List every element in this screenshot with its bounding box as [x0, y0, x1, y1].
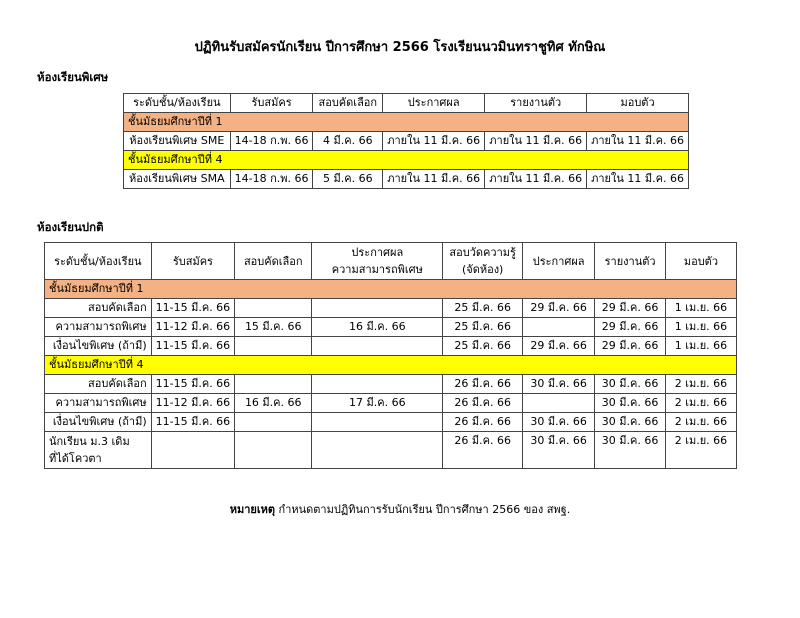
table-header-row	[45, 243, 737, 280]
row-label: ความสามารถพิเศษ	[45, 394, 152, 413]
table-cell	[522, 318, 594, 337]
table-cell: ภายใน 11 มี.ค. 66	[485, 170, 587, 189]
table-row	[45, 394, 737, 413]
header-cell: มอบตัว	[665, 243, 736, 280]
header-subline: (จัดห้อง)	[461, 263, 504, 276]
footnote-text: กำหนดตามปฏิทินการรับนักเรียน ปีการศึกษา 2566 ของ สพฐ.	[278, 503, 571, 516]
regular-class-table	[44, 242, 737, 469]
table-cell: 26 มี.ค. 66	[443, 432, 523, 469]
header-cell: รายงานตัว	[595, 243, 666, 280]
row-label: เงื่อนไขพิเศษ (ถ้ามี)	[45, 337, 152, 356]
table-row	[45, 299, 737, 318]
header-cell: สอบคัดเลือก	[235, 243, 312, 280]
grade-band-label: ชั้นมัธยมศึกษาปีที่ 4	[45, 356, 737, 375]
table-cell: 2 เม.ย. 66	[665, 394, 736, 413]
table-cell	[312, 337, 443, 356]
table-cell: 14-18 ก.พ. 66	[230, 132, 313, 151]
header-cell: ระดับชั้น/ห้องเรียน	[124, 94, 231, 113]
header-cell	[443, 243, 523, 280]
table-cell: 1 เม.ย. 66	[665, 299, 736, 318]
table-cell	[235, 337, 312, 356]
table-cell: 11-15 มี.ค. 66	[151, 375, 235, 394]
table-cell: 30 มี.ค. 66	[522, 413, 594, 432]
table-header-row	[124, 94, 689, 113]
table-row	[124, 170, 689, 189]
table-cell	[312, 375, 443, 394]
table-cell: 5 มี.ค. 66	[313, 170, 383, 189]
table-cell: 1 เม.ย. 66	[665, 318, 736, 337]
table-cell: 1 เม.ย. 66	[665, 337, 736, 356]
table-cell: 17 มี.ค. 66	[312, 394, 443, 413]
table-cell: 16 มี.ค. 66	[235, 394, 312, 413]
table-cell: ภายใน 11 มี.ค. 66	[383, 170, 485, 189]
table-cell	[522, 394, 594, 413]
table-cell: 29 มี.ค. 66	[595, 318, 666, 337]
table-cell: 30 มี.ค. 66	[595, 394, 666, 413]
table-row	[124, 132, 689, 151]
grade-band-label: ชั้นมัธยมศึกษาปีที่ 1	[124, 113, 689, 132]
header-line: ประกาศผล	[351, 246, 404, 259]
special-section-label: ห้องเรียนพิเศษ	[37, 70, 109, 84]
table-row	[45, 337, 737, 356]
table-cell: 26 มี.ค. 66	[443, 375, 523, 394]
table-cell	[235, 299, 312, 318]
table-cell	[235, 375, 312, 394]
header-cell	[312, 243, 443, 280]
table-cell: 14-18 ก.พ. 66	[230, 170, 313, 189]
table-cell: 11-15 มี.ค. 66	[151, 299, 235, 318]
table-cell: 11-12 มี.ค. 66	[151, 318, 235, 337]
footnote	[0, 500, 800, 518]
table-cell	[235, 432, 312, 469]
header-subline: ความสามารถพิเศษ	[331, 263, 423, 276]
table-cell: ภายใน 11 มี.ค. 66	[587, 132, 689, 151]
grade-band-label: ชั้นมัธยมศึกษาปีที่ 1	[45, 280, 737, 299]
row-label: ความสามารถพิเศษ	[45, 318, 152, 337]
header-line: สอบวัดความรู้	[449, 246, 516, 259]
header-cell: รายงานตัว	[485, 94, 587, 113]
table-cell: 15 มี.ค. 66	[235, 318, 312, 337]
grade-band-row	[124, 151, 689, 170]
table-cell: 26 มี.ค. 66	[443, 394, 523, 413]
footnote-label: หมายเหตุ	[229, 503, 276, 516]
header-cell: ประกาศผล	[383, 94, 485, 113]
header-cell: สอบคัดเลือก	[313, 94, 383, 113]
header-cell: ระดับชั้น/ห้องเรียน	[45, 243, 152, 280]
header-cell: มอบตัว	[587, 94, 689, 113]
table-cell: ภายใน 11 มี.ค. 66	[383, 132, 485, 151]
page-title: ปฏิทินรับสมัครนักเรียน ปีการศึกษา 2566 โรงเรียนนวมินทราชูทิศ ทักษิณ	[194, 40, 606, 55]
table-cell: 11-12 มี.ค. 66	[151, 394, 235, 413]
table-cell: 30 มี.ค. 66	[595, 432, 666, 469]
row-label: ห้องเรียนพิเศษ SME	[124, 132, 231, 151]
table-cell: 29 มี.ค. 66	[595, 299, 666, 318]
grade-band-label: ชั้นมัธยมศึกษาปีที่ 4	[124, 151, 689, 170]
table-cell: 26 มี.ค. 66	[443, 413, 523, 432]
table-cell: 30 มี.ค. 66	[595, 375, 666, 394]
regular-section-label: ห้องเรียนปกติ	[37, 220, 104, 234]
table-row	[45, 375, 737, 394]
table-cell: 29 มี.ค. 66	[522, 337, 594, 356]
row-label: สอบคัดเลือก	[45, 375, 152, 394]
header-cell: รับสมัคร	[151, 243, 235, 280]
table-cell	[312, 413, 443, 432]
table-cell: 29 มี.ค. 66	[522, 299, 594, 318]
table-cell: 29 มี.ค. 66	[595, 337, 666, 356]
table-cell: 2 เม.ย. 66	[665, 375, 736, 394]
grade-band-row	[124, 113, 689, 132]
table-cell: 25 มี.ค. 66	[443, 318, 523, 337]
table-row	[45, 413, 737, 432]
table-cell: ภายใน 11 มี.ค. 66	[587, 170, 689, 189]
table-cell: 30 มี.ค. 66	[595, 413, 666, 432]
grade-band-row	[45, 280, 737, 299]
table-cell: 25 มี.ค. 66	[443, 299, 523, 318]
row-label: ห้องเรียนพิเศษ SMA	[124, 170, 231, 189]
table-cell: 4 มี.ค. 66	[313, 132, 383, 151]
table-row	[45, 318, 737, 337]
row-label	[45, 432, 152, 469]
header-cell: รับสมัคร	[230, 94, 313, 113]
table-cell: 2 เม.ย. 66	[665, 432, 736, 469]
table-cell	[312, 299, 443, 318]
table-cell: 30 มี.ค. 66	[522, 432, 594, 469]
table-cell: ภายใน 11 มี.ค. 66	[485, 132, 587, 151]
header-cell: ประกาศผล	[522, 243, 594, 280]
grade-band-row	[45, 356, 737, 375]
table-cell: 30 มี.ค. 66	[522, 375, 594, 394]
table-cell: 2 เม.ย. 66	[665, 413, 736, 432]
table-cell: 11-15 มี.ค. 66	[151, 413, 235, 432]
row-label-line: ที่ได้โควตา	[49, 452, 102, 465]
row-label: เงื่อนไขพิเศษ (ถ้ามี)	[45, 413, 152, 432]
table-cell	[235, 413, 312, 432]
table-cell: 11-15 มี.ค. 66	[151, 337, 235, 356]
table-row	[45, 432, 737, 469]
table-cell	[151, 432, 235, 469]
row-label: สอบคัดเลือก	[45, 299, 152, 318]
row-label-line: นักเรียน ม.3 เดิม	[49, 435, 130, 448]
table-cell	[312, 432, 443, 469]
table-cell: 16 มี.ค. 66	[312, 318, 443, 337]
table-cell: 25 มี.ค. 66	[443, 337, 523, 356]
special-class-table	[123, 93, 689, 189]
